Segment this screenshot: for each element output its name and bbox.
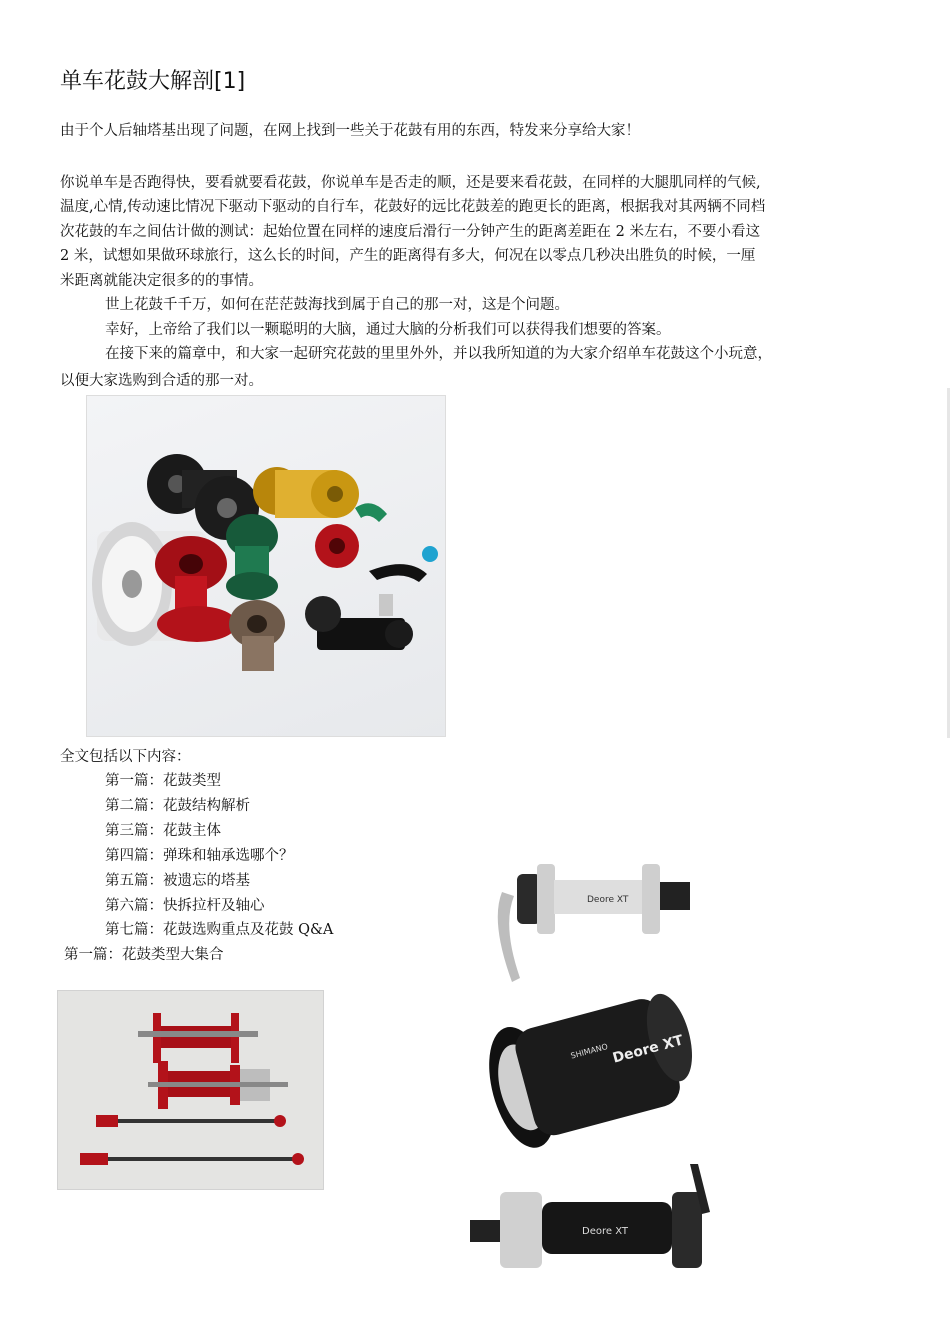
toc-item: 第五篇：被遗忘的塔基: [105, 873, 250, 889]
black-xt-hub-shape: [477, 982, 707, 1155]
gold-hub-shape: [253, 467, 359, 518]
paragraph-line: 你说单车是否跑得快，要看就要看花鼓，你说单车是否走的顺，还是要来看花鼓，在同样的大腿肌同样的气候,: [60, 175, 761, 191]
toc-item: 第三篇：花鼓主体: [105, 823, 221, 839]
paragraph-4-line: 以便大家选购到合适的那一对。: [60, 373, 263, 389]
intro-paragraph: 由于个人后轴塔基出现了问题，在网上找到一些关于花鼓有用的东西，特发来分享给大家！: [60, 123, 640, 139]
hub-brand-text: Deore XT: [610, 1032, 686, 1067]
paragraph-4-line: 在接下来的篇章中，和大家一起研究花鼓的里里外外，并以我所知道的为大家介绍单车花鼓这个小玩意，: [105, 346, 772, 362]
toc-item: 第一篇：花鼓类型: [105, 773, 221, 789]
paragraph-line: 次花鼓的车之间估计做的测试：起始位置在同样的速度后滑行一分钟产生的距离差距在 2 米左右，不要小看这: [60, 224, 760, 240]
toc-item: 第七篇：花鼓选购重点及花鼓 Q&A: [105, 922, 334, 938]
bronze-hub-shape: [229, 600, 285, 671]
toc-item: 第四篇：弹珠和轴承选哪个？: [105, 848, 294, 864]
toc-item: 第六篇：快拆拉杆及轴心: [105, 898, 265, 914]
green-clamp-shape: [355, 503, 387, 522]
toc-intro: 全文包括以下内容：: [60, 749, 191, 765]
hub-maker-text: SHIMANO: [569, 1042, 609, 1061]
toc-item: 第二篇：花鼓结构解析: [105, 798, 250, 814]
paragraph-line: 温度,心情,传动速比情况下驱动下驱动的自行车，花鼓好的远比花鼓差的跑更长的距离，根据我对其两辆不同档: [60, 199, 766, 215]
red-rear-hub-shape: [148, 1061, 288, 1109]
red-front-hub-shape: [138, 1013, 258, 1063]
skewer-shape: [80, 1153, 304, 1165]
paragraph-line: 米距离就能决定很多的的事情。: [60, 273, 263, 289]
hub-brand-text: Deore XT: [582, 1226, 628, 1237]
skewer-shape: [96, 1115, 286, 1127]
paragraph-2: 世上花鼓千千万，如何在茫茫鼓海找到属于自己的那一对，这是个问题。: [105, 297, 569, 313]
paragraph-3: 幸好，上帝给了我们以一颗聪明的大脑，通过大脑的分析我们可以获得我们想要的答案。: [105, 322, 671, 338]
paragraph-line: 2 米，试想如果做环球旅行，这么长的时间，产生的距离得有多大，何况在以零点几秒决出胜负的时候，一厘: [60, 248, 756, 264]
section-heading: 第一篇：花鼓类型大集合: [64, 947, 224, 963]
blue-ring-shape: [422, 546, 438, 562]
red-hubs-skewers-photo: [57, 990, 324, 1190]
small-red-hub-shape: [315, 524, 359, 568]
hubs-collection-photo: [86, 395, 446, 737]
green-hub-shape: [226, 514, 278, 600]
black-quick-release-shape: [305, 564, 427, 650]
page-title: 单车花鼓大解剖[1]: [60, 69, 246, 94]
hub-brand-text: Deore XT: [587, 895, 629, 905]
shimano-xt-hubs-photo: [462, 852, 732, 1272]
silver-xt-front-hub-shape: [498, 864, 690, 982]
black-xt-rear-hub-shape: [470, 1164, 710, 1268]
